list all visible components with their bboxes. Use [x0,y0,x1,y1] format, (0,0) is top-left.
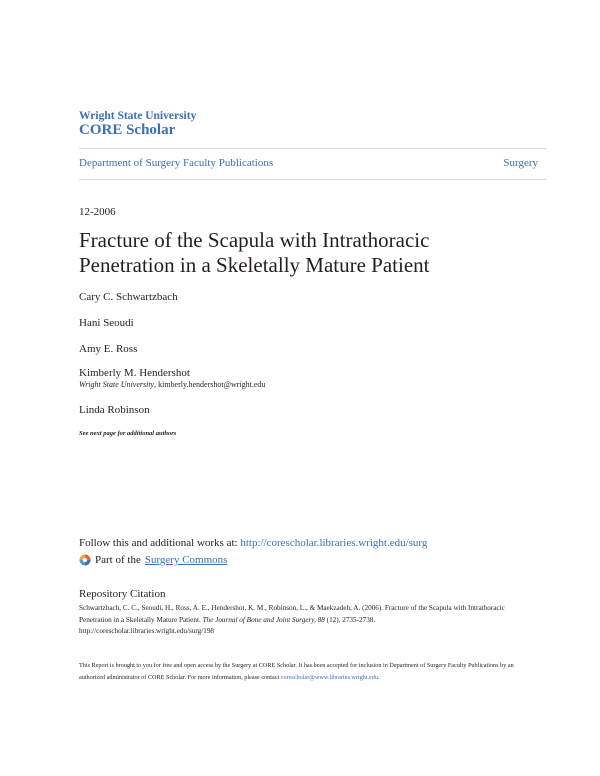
repository-citation [79,603,524,638]
follow-line [79,537,427,549]
collection-link[interactable]: Department of Surgery Faculty Publications [79,157,274,169]
part-of-text: Part of the [95,554,141,566]
access-statement [79,660,529,683]
footer-text: This Report is brought to you for free and open access by the Surgery at CORE Scholar. It has been accepted for inclusion in Department of Surgery Faculty Publications by an authorized administrator of CORE Scholar. For more information, please contact [79,662,514,681]
bepress-commons-icon [79,554,91,566]
affiliation-institution: Wright State University [79,380,155,389]
author-1: Cary C. Schwartzbach [79,291,178,303]
publication-date: 12-2006 [79,206,116,218]
citation-authors: Schwartzbach, C. C., Seoudi, H., Ross, A. E., Hendershot, K. M., Robinson, L., & Maekzadeh, A. (2006). Fracture of the Scapula with Intrathoracic Penetration in a Skeletally Mature Patient. [79,604,505,624]
citation-url[interactable]: http://corescholar.libraries.wright.edu/surg/198 [79,627,215,635]
footer-end: . [377,673,380,681]
divider-bottom [79,179,546,180]
university-name[interactable]: Wright State University [79,110,197,122]
contact-email-link[interactable]: corescholar@www.libraries.wright.edu [280,673,378,681]
citation-journal: The Journal of Bone and Joint Surgery, 88 [202,615,325,624]
repository-citation-heading: Repository Citation [79,588,166,600]
citation-rest: (12), 2735-2738. [324,615,376,624]
author-5: Linda Robinson [79,404,150,416]
author-4: Kimberly M. Hendershot [79,367,190,379]
title-line-2: Penetration in a Skeletally Mature Patient [79,253,430,277]
part-of-line [79,554,227,566]
title-line-1: Fracture of the Scapula with Intrathoracic [79,228,430,252]
affiliation-email: , kimberly.hendershot@wright.edu [154,380,266,389]
author-affiliation [79,380,265,389]
author-2: Hani Seoudi [79,317,134,329]
divider-top [79,148,546,149]
repository-name[interactable]: CORE Scholar [79,122,176,138]
surgery-commons-link[interactable]: Surgery Commons [144,554,228,566]
article-title [79,228,519,278]
collection-url-link[interactable]: http://corescholar.libraries.wright.edu/surg [240,537,428,549]
author-3: Amy E. Ross [79,343,138,355]
see-next-page-note: See next page for additional authors [79,430,177,437]
topic-link[interactable]: Surgery [503,157,538,169]
follow-text: Follow this and additional works at: [79,537,241,549]
